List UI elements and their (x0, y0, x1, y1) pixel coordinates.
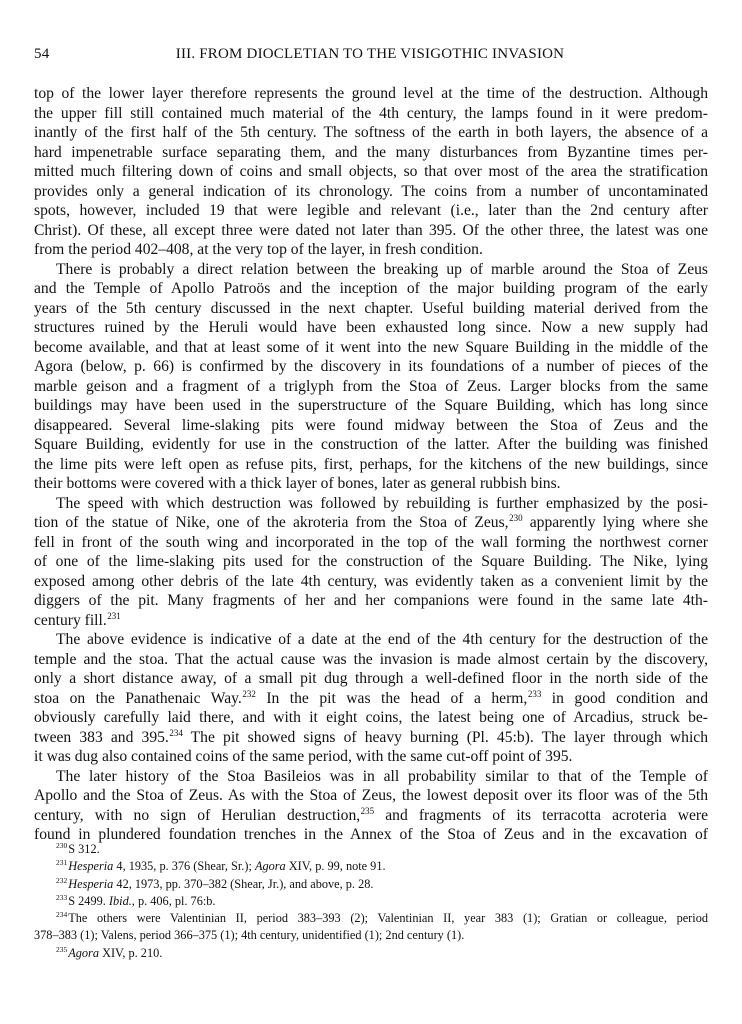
text-line-content: There is probably a direct relation between the breaking up of marble around the Stoa of Zeus (56, 260, 708, 278)
text-line-content: tion of the statue of Nike, one of the akroteria from the Stoa of Zeus, (34, 514, 509, 531)
text-line (34, 650, 708, 670)
text-line (34, 513, 708, 533)
footnote-text: The others were Valentinian II, period 383–393 (2); Valentinian II, year 383 (1); Gratian or colleague, period (68, 911, 708, 926)
text-line (34, 786, 708, 806)
footnote-number: 235 (56, 944, 68, 954)
text-line (34, 396, 708, 416)
text-line (34, 104, 708, 124)
footnote-text: 378–383 (1); Valens, period 366–375 (1); 4th century, unidentified (1); 2nd century (1). (34, 928, 465, 943)
text-line (34, 377, 708, 397)
text-line (34, 533, 708, 553)
text-line-content: Agora (below, p. 66) is confirmed by the discovery in its foundations of a number of pieces of the (34, 358, 708, 375)
text-line-content: fell in front of the south wing and incorporated in the top of the wall forming the northwest corner (34, 533, 708, 551)
footnote-reference: 235 (360, 805, 375, 816)
text-line-content: inantly of the first half of the 5th century. The softness of the earth in both layers, the absence of a (34, 124, 708, 141)
text-line-content: The pit showed signs of heavy burning (Pl. 45:b). The layer through which (182, 728, 708, 746)
text-line-content: from the period 402–408, at the very top of the layer, in fresh condition. (34, 241, 483, 258)
text-line (34, 162, 708, 182)
text-line-content: it was dug also contained coins of the same period, with the same cut-off point of 395. (34, 748, 573, 765)
text-line-content: become available, and that at least some of it went into the new Square Building in the middle of the (34, 338, 708, 356)
text-line (34, 123, 708, 143)
text-line (34, 357, 708, 377)
text-line (34, 806, 708, 826)
text-line-content: marble geison and a fragment of a triglyph from the Stoa of Zeus. Larger blocks from the same (34, 377, 708, 395)
footnote-reference: 233 (527, 688, 542, 699)
footnote-text: S 312. (68, 842, 100, 856)
text-line (34, 494, 708, 514)
text-line (34, 455, 708, 475)
text-line (34, 143, 708, 163)
text-line-content: and fragments of its terracotta acroteria were (374, 806, 709, 824)
footnote (34, 945, 708, 962)
text-line (34, 221, 708, 241)
running-head: III. FROM DIOCLETIAN TO THE VISIGOTHIC INVASION (175, 46, 565, 62)
footnote-reference: 234 (169, 727, 183, 738)
footnote (34, 876, 708, 893)
text-line (34, 240, 708, 260)
text-line (34, 279, 708, 299)
text-line (34, 435, 708, 455)
text-line-content: Apollo and the Stoa of Zeus. As with the Stoa of Zeus, the lowest deposit over its floor was of the 5th (34, 787, 708, 804)
text-line-content: hard impenetrable surface separating them, and the many disturbances from Byzantine times per- (34, 143, 708, 161)
text-line-content: disappeared. Several lime-slaking pits were found midway between the Stoa of Zeus and the (34, 416, 708, 434)
footnotes (34, 841, 708, 962)
page-number: 54 (34, 46, 50, 62)
text-line-content: exposed among other debris of the late 4th century, was evidently taken as a convenient limit by the (34, 572, 708, 590)
text-line-content: In the pit was the head of a herm, (255, 689, 528, 707)
text-line (34, 572, 708, 592)
text-line-content: diggers of the pit. Many fragments of her and her companions were found in the same late 4th- (34, 592, 708, 609)
text-line-content: provides only a general indication of its chronology. The coins from a number of uncontaminated (34, 182, 708, 200)
footnote-text: , p. 406, pl. 76:b. (131, 893, 216, 908)
text-line-content: apparently lying where she (522, 514, 709, 531)
text-line (34, 669, 708, 689)
body-text (34, 84, 708, 845)
text-line (34, 611, 708, 631)
citation-title: Hesperia (68, 876, 114, 891)
text-line (34, 84, 708, 104)
text-line-content: stoa on the Panathenaic Way. (34, 689, 242, 707)
text-line-content: the lime pits were left open as refuse pits, first, perhaps, for the kitchens of the new buildings, since (34, 455, 708, 473)
text-line-content: The later history of the Stoa Basileios was in all probability similar to that of the Temple of (56, 767, 708, 785)
footnote (34, 910, 708, 927)
text-line-content: The above evidence is indicative of a date at the end of the 4th century for the destruction of the (56, 631, 708, 648)
citation-title: Hesperia (68, 859, 114, 874)
text-line-content: top of the lower layer therefore represents the ground level at the time of the destruction. Although (34, 85, 708, 102)
text-line-content: Square Building, evidently for use in the construction of the latter. After the building was finished (34, 436, 708, 453)
text-line (34, 728, 708, 748)
citation-title: Agora (254, 859, 286, 874)
text-line-content: found in plundered foundation trenches in the Annex of the Stoa of Zeus and in the excavation of (34, 826, 708, 843)
text-line-content: mitted much filtering down of coins and small objects, so that over most of the area the stratification (34, 163, 708, 180)
text-line-content: structures ruined by the Heruli would have been exhausted long since. Now a new supply had (34, 319, 708, 336)
text-line (34, 299, 708, 319)
footnote-text: S 2499. (68, 893, 109, 908)
text-line-content: temple and the stoa. That the actual cause was the invasion is made almost certain by the discovery, (34, 650, 708, 668)
citation-title: Ibid. (108, 893, 132, 908)
footnote-text: XIV, p. 210. (99, 945, 163, 960)
text-line (34, 318, 708, 338)
footnote-text: XIV, p. 99, note 91. (285, 859, 386, 874)
text-line-content: and the Temple of Apollo Patroös and the inception of the major building program of the early (34, 280, 708, 297)
footnote-text: 4, 1935, p. 376 (Shear, Sr.); (113, 859, 255, 874)
text-line-content: century, with no sign of Herulian destruction, (34, 806, 361, 824)
text-line (34, 708, 708, 728)
text-line (34, 474, 708, 494)
text-line-content: obviously carefully laid there, and with it eight coins, the latest being one of Arcadius, struck be- (34, 709, 708, 726)
text-line-content: of one of the lime-slaking pits used for the construction of the Square Building. The Nike, lying (34, 553, 708, 570)
footnote-reference: 230 (509, 513, 523, 523)
text-line-content: The speed with which destruction was followed by rebuilding is further emphasized by the posi- (56, 494, 708, 512)
footnote-number: 231 (56, 858, 68, 868)
text-line (34, 689, 708, 709)
footnote-reference: 232 (242, 688, 256, 699)
footnote (34, 927, 708, 944)
footnote-number: 233 (56, 892, 68, 902)
footnote-number: 232 (56, 875, 68, 885)
page-header (34, 46, 706, 66)
text-line (34, 552, 708, 572)
text-line (34, 630, 708, 650)
text-line (34, 591, 708, 611)
text-line (34, 182, 708, 202)
text-line-content: century fill. (34, 611, 107, 629)
footnote-text: 42, 1973, pp. 370–382 (Shear, Jr.), and above, p. 28. (113, 876, 374, 891)
text-line-content: only a short distance away, of a small pit dug through a well-defined floor in the north side of the (34, 670, 708, 687)
text-line (34, 767, 708, 787)
text-line (34, 260, 708, 280)
text-line-content: Christ). Of these, all except three were dated not later than 395. Of the other three, the latest was one (34, 221, 708, 239)
footnote (34, 841, 708, 858)
footnote (34, 893, 708, 910)
text-line-content: in good condition and (541, 689, 708, 707)
text-line-content: tween 383 and 395. (34, 728, 169, 746)
text-line-content: spots, however, included 19 that were legible and relevant (i.e., later than the 2nd century after (34, 202, 708, 219)
footnote-number: 230 (56, 841, 68, 850)
text-line-content: their bottoms were covered with a thick layer of bones, later as general rubbish bins. (34, 475, 561, 492)
text-line-content: years of the 5th century discussed in the next chapter. Useful building material derived from the (34, 299, 708, 317)
footnote (34, 858, 708, 875)
text-line (34, 201, 708, 221)
footnote-reference: 231 (107, 610, 121, 621)
text-line-content: the upper fill still contained much material of the 4th century, the lamps found in it were predom- (34, 104, 708, 122)
footnote-number: 234 (56, 910, 68, 920)
text-line-content: buildings may have been used in the superstructure of the Square Building, which has long since (34, 397, 708, 414)
citation-title: Agora (68, 945, 99, 960)
text-line (34, 338, 708, 358)
text-line (34, 747, 708, 767)
text-line (34, 416, 708, 436)
